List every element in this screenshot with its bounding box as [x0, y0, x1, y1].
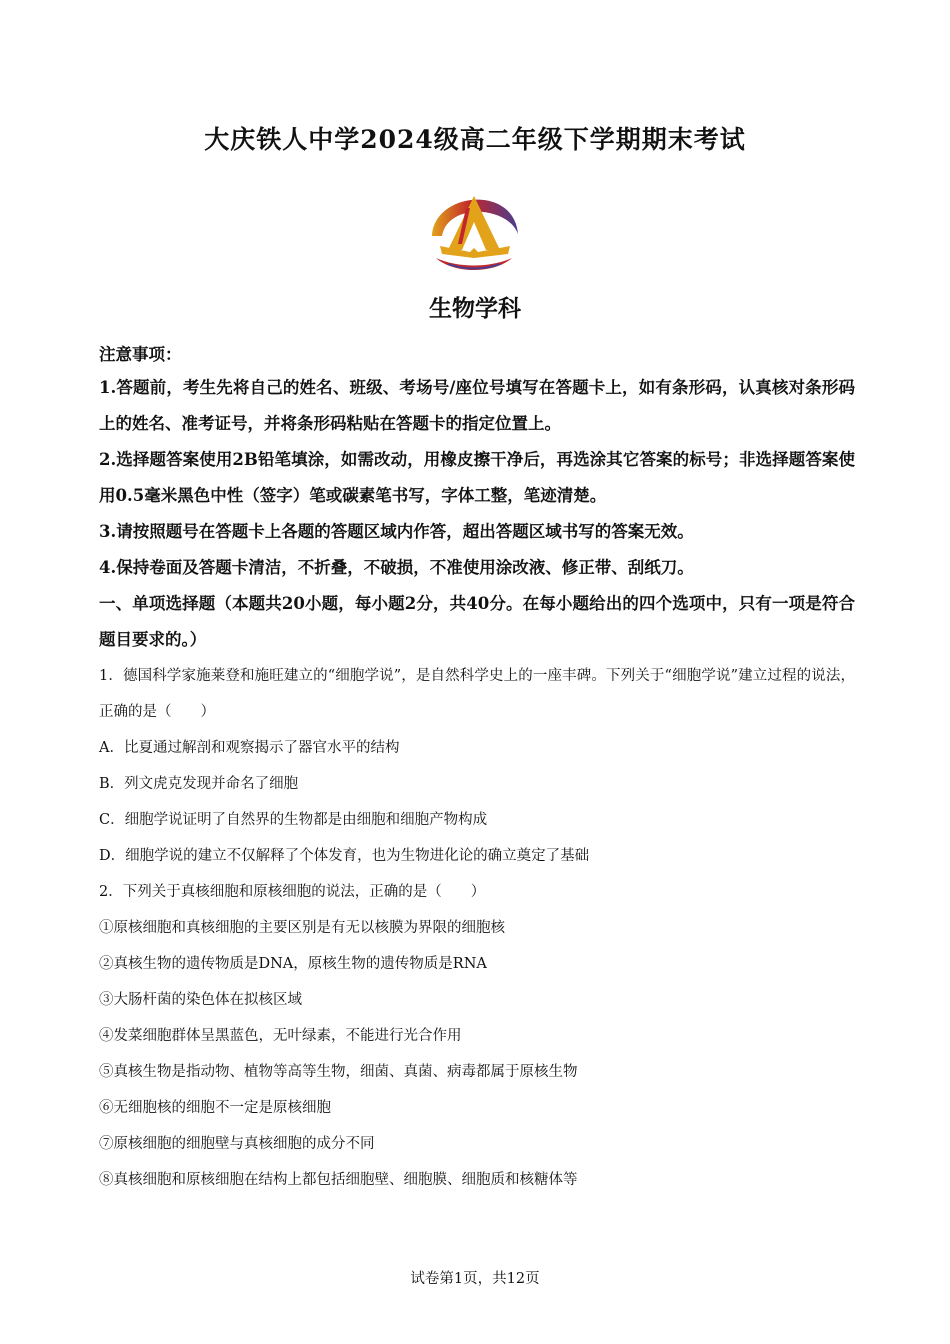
question-1 — [99, 658, 855, 874]
question-statement: ③大肠杆菌的染色体在拟核区域 — [99, 992, 302, 1008]
question-statement: ①原核细胞和真核细胞的主要区别是有无以核膜为界限的细胞核 — [99, 920, 505, 936]
question-statement: ⑤真核生物是指动物、植物等高等生物，细菌、真菌、病毒都属于原核生物 — [99, 1064, 578, 1080]
question-statement: ⑧真核细胞和原核细胞在结构上都包括细胞壁、细胞膜、细胞质和核糖体等 — [99, 1172, 578, 1188]
question-option: D．细胞学说的建立不仅解释了个体发育，也为生物进化论的确立奠定了基础 — [99, 848, 590, 864]
notice-item: 2.选择题答案使用2B铅笔填涂，如需改动，用橡皮擦干净后，再选涂其它答案的标号；非选择题答案使用0.5毫米黑色中性（签字）笔或碳素笔书写，字体工整，笔迹清楚。 — [99, 450, 855, 505]
notice-heading: 注意事项： — [99, 345, 182, 364]
school-emblem-icon — [418, 178, 530, 274]
section-heading: 一、单项选择题（本题共20小题，每小题2分，共40分。在每小题给出的四个选项中，只有一项是符合题目要求的。） — [99, 594, 855, 649]
subject-title: 生物学科 — [429, 295, 521, 322]
question-option: B．列文虎克发现并命名了细胞 — [99, 776, 299, 792]
notice-item: 4.保持卷面及答题卡清洁，不折叠，不破损，不准使用涂改液、修正带、刮纸刀。 — [99, 558, 694, 577]
page-footer: 试卷第1页，共12页 — [410, 1271, 540, 1287]
question-statement: ⑦原核细胞的细胞壁与真核细胞的成分不同 — [99, 1136, 375, 1152]
notice-list — [99, 370, 855, 586]
question-stem: 1．德国科学家施莱登和施旺建立的“细胞学说”，是自然科学史上的一座丰碑。下列关于“细胞学说”建立过程的说法，正确的是（ ） — [99, 668, 855, 720]
question-statement: ④发菜细胞群体呈黑蓝色，无叶绿素，不能进行光合作用 — [99, 1028, 462, 1044]
question-option: A．比夏通过解剖和观察揭示了器官水平的结构 — [99, 740, 400, 756]
question-stem: 2．下列关于真核细胞和原核细胞的说法，正确的是（ ） — [99, 884, 486, 900]
question-statement: ②真核生物的遗传物质是DNA，原核生物的遗传物质是RNA — [99, 956, 487, 972]
notice-item: 3.请按照题号在答题卡上各题的答题区域内作答，超出答题区域书写的答案无效。 — [99, 522, 694, 541]
question-2 — [99, 874, 855, 1198]
question-option: C．细胞学说证明了自然界的生物都是由细胞和细胞产物构成 — [99, 812, 488, 828]
notice-item: 1.答题前，考生先将自己的姓名、班级、考场号/座位号填写在答题卡上，如有条形码，认真核对条形码上的姓名、准考证号，并将条形码粘贴在答题卡的指定位置上。 — [99, 378, 855, 433]
question-statement: ⑥无细胞核的细胞不一定是原核细胞 — [99, 1100, 331, 1116]
exam-title: 大庆铁人中学2024级高二年级下学期期末考试 — [204, 125, 746, 154]
